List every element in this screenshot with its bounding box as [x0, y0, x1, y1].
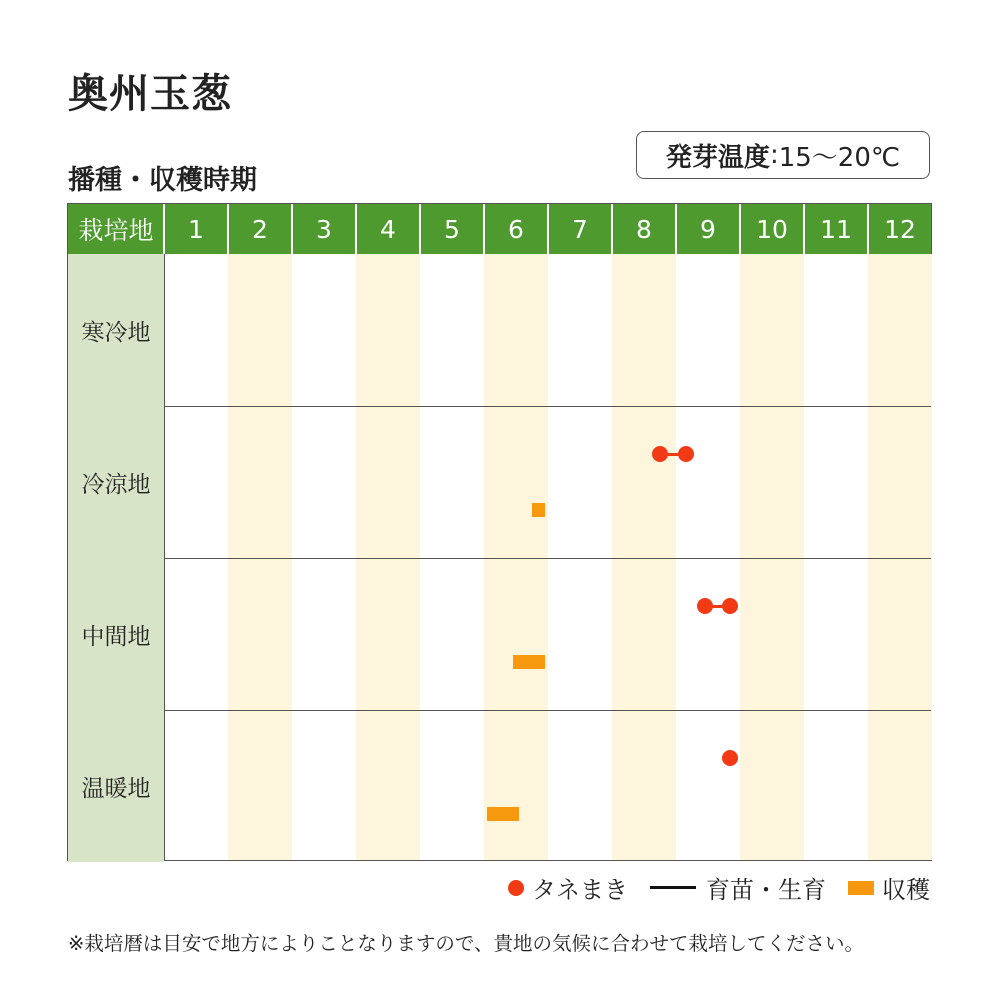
legend-harvest-label: 収穫	[882, 876, 930, 904]
month-header-1: 1	[188, 214, 204, 244]
harvest-bar	[487, 807, 519, 821]
sowing-dot	[722, 750, 738, 766]
legend-growing	[650, 870, 826, 905]
temperature-value: 15〜20℃	[778, 142, 901, 173]
month-header-5: 5	[444, 214, 460, 244]
legend-harvest	[848, 870, 930, 905]
month-band-4	[356, 254, 420, 860]
temperature-label: 発芽温度	[665, 142, 770, 173]
month-header-12: 12	[884, 214, 916, 244]
row-separator	[68, 558, 931, 559]
month-header-3: 3	[316, 214, 332, 244]
cultivation-calendar	[67, 203, 932, 861]
sowing-dot	[678, 446, 694, 462]
row-separator	[68, 406, 931, 407]
sowing-dot	[722, 598, 738, 614]
legend-growing-label: 育苗・生育	[706, 876, 826, 904]
month-header-10: 10	[756, 214, 788, 244]
month-band-10	[740, 254, 804, 860]
page-title: 奥州玉葱	[68, 71, 232, 117]
temperature-separator: :	[769, 140, 779, 170]
month-band-6	[484, 254, 548, 860]
month-band-12	[868, 254, 932, 860]
row-separator	[68, 710, 931, 711]
month-header-6: 6	[508, 214, 524, 244]
harvest-bar	[532, 503, 545, 517]
region-label: 中間地	[68, 558, 164, 710]
region-label: 温暖地	[68, 710, 164, 862]
schedule-subtitle: 播種・収穫時期	[68, 165, 257, 196]
legend-sowing	[508, 870, 628, 905]
sowing-dot	[697, 598, 713, 614]
header-label: 栽培地	[78, 216, 154, 245]
month-header-8: 8	[636, 214, 652, 244]
region-label: 寒冷地	[68, 254, 164, 406]
harvest-bar	[513, 655, 545, 669]
footnote: ※栽培暦は目安で地方によりことなりますので、貴地の気候に合わせて栽培してください。	[68, 932, 864, 955]
label-column-separator	[164, 254, 165, 860]
month-header-7: 7	[572, 214, 588, 244]
sowing-dot-icon	[508, 880, 524, 896]
sowing-dot	[652, 446, 668, 462]
legend	[486, 870, 930, 905]
month-header-4: 4	[380, 214, 396, 244]
month-header-2: 2	[252, 214, 268, 244]
region-label: 冷涼地	[68, 406, 164, 558]
calendar-header-row	[68, 204, 931, 254]
month-band-8	[612, 254, 676, 860]
month-header-11: 11	[820, 214, 852, 244]
month-band-2	[228, 254, 292, 860]
harvest-rect-icon	[848, 881, 874, 895]
germination-temperature-box	[636, 131, 930, 179]
month-header-9: 9	[700, 214, 716, 244]
legend-sowing-label: タネまき	[532, 876, 628, 904]
growing-line-icon	[650, 886, 696, 889]
